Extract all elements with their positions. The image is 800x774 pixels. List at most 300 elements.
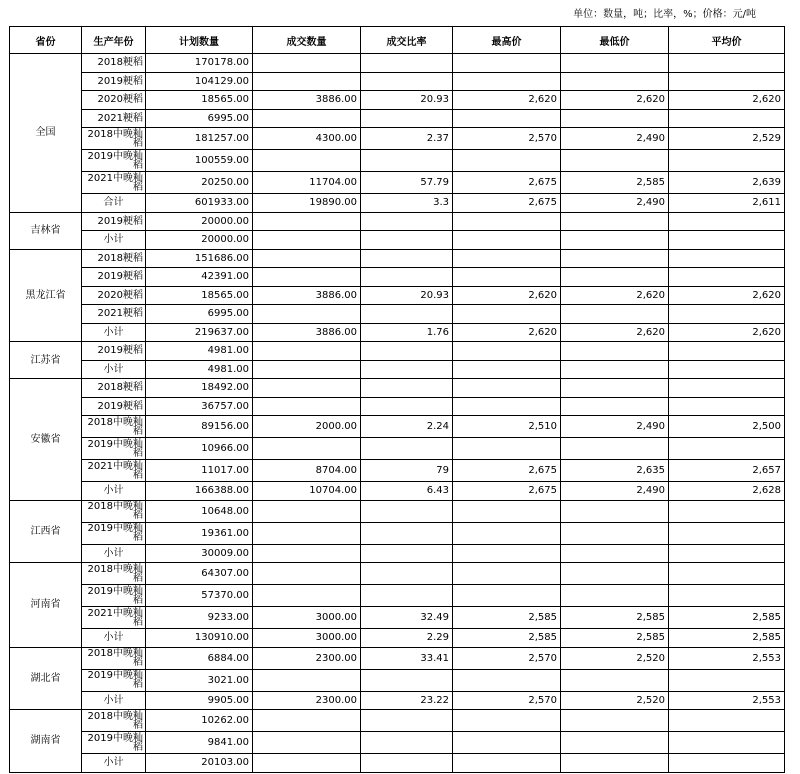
header-row (10, 27, 785, 54)
deal-rate-cell (361, 544, 453, 563)
table-row (10, 249, 785, 268)
year-cell: 2021中晚籼稻 (82, 607, 146, 629)
table-row (10, 286, 785, 305)
deal-qty-cell (253, 54, 361, 73)
deal-qty-cell: 2300.00 (253, 691, 361, 710)
year-cell: 2019中晚籼稻 (82, 438, 146, 460)
max-price-cell: 2,510 (453, 416, 561, 438)
deal-rate-cell: 33.41 (361, 647, 453, 669)
deal-qty-cell: 3886.00 (253, 286, 361, 305)
min-price-cell (561, 54, 669, 73)
min-price-cell: 2,520 (561, 691, 669, 710)
deal-qty-cell (253, 72, 361, 91)
deal-qty-cell (253, 438, 361, 460)
avg-price-cell (669, 397, 785, 416)
avg-price-cell (669, 544, 785, 563)
plan-qty-cell: 151686.00 (146, 249, 253, 268)
table-row (10, 231, 785, 250)
min-price-cell: 2,620 (561, 323, 669, 342)
max-price-cell (453, 544, 561, 563)
max-price-cell (453, 585, 561, 607)
deal-qty-cell: 3886.00 (253, 323, 361, 342)
plan-qty-cell: 181257.00 (146, 128, 253, 150)
plan-qty-cell: 19361.00 (146, 522, 253, 544)
max-price-cell: 2,570 (453, 647, 561, 669)
deal-rate-cell (361, 109, 453, 128)
min-price-cell (561, 500, 669, 522)
table-row (10, 500, 785, 522)
plan-qty-cell: 9905.00 (146, 691, 253, 710)
min-price-cell (561, 669, 669, 691)
year-cell: 2019中晚籼稻 (82, 150, 146, 172)
plan-qty-cell: 18565.00 (146, 91, 253, 110)
min-price-cell (561, 72, 669, 91)
max-price-cell (453, 249, 561, 268)
min-price-cell (561, 212, 669, 231)
table-row (10, 305, 785, 324)
max-price-cell (453, 150, 561, 172)
table-row (10, 563, 785, 585)
table-row (10, 629, 785, 648)
max-price-cell (453, 500, 561, 522)
deal-rate-cell: 2.29 (361, 629, 453, 648)
deal-rate-cell (361, 563, 453, 585)
min-price-cell (561, 379, 669, 398)
max-price-cell (453, 732, 561, 754)
deal-qty-cell (253, 109, 361, 128)
deal-qty-cell (253, 522, 361, 544)
deal-rate-cell: 2.37 (361, 128, 453, 150)
avg-price-cell: 2,553 (669, 647, 785, 669)
avg-price-cell: 2,620 (669, 91, 785, 110)
deal-rate-cell (361, 360, 453, 379)
deal-rate-cell: 1.76 (361, 323, 453, 342)
avg-price-cell: 2,529 (669, 128, 785, 150)
plan-qty-cell: 104129.00 (146, 72, 253, 91)
year-cell: 2020粳稻 (82, 286, 146, 305)
min-price-cell: 2,490 (561, 194, 669, 213)
header-province: 省份 (10, 27, 82, 54)
deal-qty-cell: 10704.00 (253, 482, 361, 501)
deal-rate-cell (361, 342, 453, 361)
avg-price-cell (669, 754, 785, 773)
avg-price-cell (669, 249, 785, 268)
table-row (10, 194, 785, 213)
deal-qty-cell (253, 710, 361, 732)
plan-qty-cell: 166388.00 (146, 482, 253, 501)
plan-qty-cell: 18492.00 (146, 379, 253, 398)
plan-qty-cell: 4981.00 (146, 342, 253, 361)
deal-rate-cell (361, 438, 453, 460)
header-deal-rate: 成交比率 (361, 27, 453, 54)
auction-results-table (9, 26, 785, 773)
province-cell: 江苏省 (10, 342, 82, 379)
province-cell: 吉林省 (10, 212, 82, 249)
plan-qty-cell: 10966.00 (146, 438, 253, 460)
deal-rate-cell (361, 54, 453, 73)
max-price-cell (453, 72, 561, 91)
table-row (10, 150, 785, 172)
avg-price-cell: 2,628 (669, 482, 785, 501)
min-price-cell (561, 231, 669, 250)
min-price-cell (561, 342, 669, 361)
max-price-cell (453, 212, 561, 231)
min-price-cell: 2,520 (561, 647, 669, 669)
province-cell: 湖北省 (10, 647, 82, 710)
header-max-price: 最高价 (453, 27, 561, 54)
max-price-cell (453, 397, 561, 416)
subtotal-label-cell: 小计 (82, 323, 146, 342)
max-price-cell: 2,585 (453, 629, 561, 648)
table-row (10, 544, 785, 563)
table-row (10, 438, 785, 460)
max-price-cell: 2,620 (453, 286, 561, 305)
deal-rate-cell (361, 710, 453, 732)
avg-price-cell: 2,585 (669, 607, 785, 629)
max-price-cell (453, 54, 561, 73)
avg-price-cell: 2,611 (669, 194, 785, 213)
deal-qty-cell (253, 754, 361, 773)
deal-qty-cell (253, 249, 361, 268)
deal-qty-cell: 3000.00 (253, 607, 361, 629)
min-price-cell (561, 305, 669, 324)
plan-qty-cell: 601933.00 (146, 194, 253, 213)
deal-qty-cell (253, 212, 361, 231)
deal-rate-cell (361, 305, 453, 324)
year-cell: 2019粳稻 (82, 72, 146, 91)
year-cell: 2019粳稻 (82, 212, 146, 231)
subtotal-label-cell: 合计 (82, 194, 146, 213)
deal-qty-cell: 2000.00 (253, 416, 361, 438)
min-price-cell (561, 268, 669, 287)
min-price-cell (561, 360, 669, 379)
table-row (10, 323, 785, 342)
min-price-cell: 2,490 (561, 128, 669, 150)
table-row (10, 109, 785, 128)
avg-price-cell (669, 563, 785, 585)
max-price-cell: 2,675 (453, 482, 561, 501)
deal-qty-cell (253, 379, 361, 398)
min-price-cell (561, 754, 669, 773)
min-price-cell (561, 438, 669, 460)
avg-price-cell (669, 500, 785, 522)
deal-qty-cell (253, 268, 361, 287)
max-price-cell: 2,675 (453, 460, 561, 482)
avg-price-cell (669, 710, 785, 732)
table-row (10, 342, 785, 361)
province-cell: 安徽省 (10, 379, 82, 501)
plan-qty-cell: 6995.00 (146, 305, 253, 324)
table-row (10, 268, 785, 287)
max-price-cell (453, 522, 561, 544)
deal-qty-cell (253, 360, 361, 379)
min-price-cell (561, 397, 669, 416)
max-price-cell: 2,675 (453, 172, 561, 194)
deal-rate-cell (361, 249, 453, 268)
year-cell: 2018中晚籼稻 (82, 500, 146, 522)
max-price-cell (453, 360, 561, 379)
deal-qty-cell (253, 563, 361, 585)
deal-qty-cell (253, 397, 361, 416)
year-cell: 2018粳稻 (82, 379, 146, 398)
min-price-cell (561, 585, 669, 607)
subtotal-label-cell: 小计 (82, 482, 146, 501)
max-price-cell (453, 305, 561, 324)
table-row (10, 128, 785, 150)
table-row (10, 522, 785, 544)
deal-rate-cell: 32.49 (361, 607, 453, 629)
deal-rate-cell (361, 268, 453, 287)
table-row (10, 607, 785, 629)
deal-qty-cell (253, 732, 361, 754)
plan-qty-cell: 6995.00 (146, 109, 253, 128)
avg-price-cell (669, 585, 785, 607)
table-row (10, 212, 785, 231)
deal-qty-cell: 2300.00 (253, 647, 361, 669)
table-row (10, 172, 785, 194)
table-row (10, 710, 785, 732)
deal-rate-cell: 6.43 (361, 482, 453, 501)
table-row (10, 416, 785, 438)
max-price-cell (453, 669, 561, 691)
max-price-cell (453, 710, 561, 732)
min-price-cell: 2,620 (561, 286, 669, 305)
min-price-cell: 2,585 (561, 172, 669, 194)
table-row (10, 754, 785, 773)
table-row (10, 54, 785, 73)
table-row (10, 72, 785, 91)
table-row (10, 669, 785, 691)
deal-qty-cell: 3000.00 (253, 629, 361, 648)
avg-price-cell: 2,585 (669, 629, 785, 648)
year-cell: 2019中晚籼稻 (82, 522, 146, 544)
year-cell: 2020粳稻 (82, 91, 146, 110)
deal-rate-cell: 3.3 (361, 194, 453, 213)
year-cell: 2021中晚籼稻 (82, 460, 146, 482)
table-row (10, 585, 785, 607)
plan-qty-cell: 20000.00 (146, 231, 253, 250)
max-price-cell: 2,570 (453, 128, 561, 150)
subtotal-label-cell: 小计 (82, 544, 146, 563)
min-price-cell: 2,585 (561, 629, 669, 648)
avg-price-cell: 2,639 (669, 172, 785, 194)
deal-qty-cell: 19890.00 (253, 194, 361, 213)
plan-qty-cell: 20000.00 (146, 212, 253, 231)
year-cell: 2018中晚籼稻 (82, 416, 146, 438)
avg-price-cell (669, 379, 785, 398)
year-cell: 2018粳稻 (82, 249, 146, 268)
header-deal-qty: 成交数量 (253, 27, 361, 54)
avg-price-cell: 2,553 (669, 691, 785, 710)
header-avg-price: 平均价 (669, 27, 785, 54)
plan-qty-cell: 219637.00 (146, 323, 253, 342)
min-price-cell (561, 710, 669, 732)
min-price-cell (561, 732, 669, 754)
deal-rate-cell (361, 522, 453, 544)
province-cell: 江西省 (10, 500, 82, 563)
plan-qty-cell: 11017.00 (146, 460, 253, 482)
deal-rate-cell (361, 500, 453, 522)
max-price-cell (453, 379, 561, 398)
header-min-price: 最低价 (561, 27, 669, 54)
year-cell: 2021粳稻 (82, 305, 146, 324)
max-price-cell (453, 342, 561, 361)
avg-price-cell (669, 268, 785, 287)
year-cell: 2018中晚籼稻 (82, 710, 146, 732)
max-price-cell (453, 438, 561, 460)
avg-price-cell: 2,500 (669, 416, 785, 438)
deal-rate-cell (361, 231, 453, 250)
min-price-cell: 2,490 (561, 416, 669, 438)
min-price-cell: 2,620 (561, 91, 669, 110)
deal-qty-cell (253, 150, 361, 172)
header-plan-qty: 计划数量 (146, 27, 253, 54)
min-price-cell (561, 522, 669, 544)
province-cell: 黑龙江省 (10, 249, 82, 342)
plan-qty-cell: 89156.00 (146, 416, 253, 438)
year-cell: 2019粳稻 (82, 397, 146, 416)
year-cell: 2018粳稻 (82, 54, 146, 73)
plan-qty-cell: 64307.00 (146, 563, 253, 585)
plan-qty-cell: 170178.00 (146, 54, 253, 73)
year-cell: 2019中晚籼稻 (82, 669, 146, 691)
table-row (10, 91, 785, 110)
plan-qty-cell: 42391.00 (146, 268, 253, 287)
year-cell: 2018中晚籼稻 (82, 647, 146, 669)
deal-rate-cell (361, 669, 453, 691)
avg-price-cell (669, 522, 785, 544)
unit-note: 单位：数量，吨；比率，%；价格：元/吨 (573, 9, 756, 20)
subtotal-label-cell: 小计 (82, 231, 146, 250)
year-cell: 2018中晚籼稻 (82, 563, 146, 585)
plan-qty-cell: 36757.00 (146, 397, 253, 416)
max-price-cell (453, 109, 561, 128)
year-cell: 2021粳稻 (82, 109, 146, 128)
plan-qty-cell: 9841.00 (146, 732, 253, 754)
deal-rate-cell (361, 397, 453, 416)
deal-rate-cell (361, 150, 453, 172)
deal-rate-cell (361, 754, 453, 773)
province-cell: 全国 (10, 54, 82, 213)
plan-qty-cell: 4981.00 (146, 360, 253, 379)
max-price-cell (453, 754, 561, 773)
deal-rate-cell: 23.22 (361, 691, 453, 710)
subtotal-label-cell: 小计 (82, 360, 146, 379)
min-price-cell: 2,490 (561, 482, 669, 501)
plan-qty-cell: 100559.00 (146, 150, 253, 172)
table-row (10, 482, 785, 501)
plan-qty-cell: 3021.00 (146, 669, 253, 691)
table-body (10, 54, 785, 773)
subtotal-label-cell: 小计 (82, 754, 146, 773)
avg-price-cell: 2,620 (669, 323, 785, 342)
header-year: 生产年份 (82, 27, 146, 54)
table-row (10, 691, 785, 710)
max-price-cell: 2,675 (453, 194, 561, 213)
plan-qty-cell: 9233.00 (146, 607, 253, 629)
avg-price-cell (669, 150, 785, 172)
deal-qty-cell: 3886.00 (253, 91, 361, 110)
year-cell: 2019粳稻 (82, 342, 146, 361)
deal-rate-cell: 79 (361, 460, 453, 482)
year-cell: 2021中晚籼稻 (82, 172, 146, 194)
deal-rate-cell (361, 732, 453, 754)
avg-price-cell (669, 212, 785, 231)
province-cell: 湖南省 (10, 710, 82, 773)
avg-price-cell (669, 72, 785, 91)
plan-qty-cell: 6884.00 (146, 647, 253, 669)
deal-rate-cell (361, 379, 453, 398)
max-price-cell: 2,620 (453, 323, 561, 342)
min-price-cell (561, 249, 669, 268)
plan-qty-cell: 30009.00 (146, 544, 253, 563)
province-cell: 河南省 (10, 563, 82, 648)
avg-price-cell (669, 305, 785, 324)
plan-qty-cell: 130910.00 (146, 629, 253, 648)
min-price-cell (561, 563, 669, 585)
min-price-cell (561, 150, 669, 172)
deal-qty-cell (253, 231, 361, 250)
deal-rate-cell: 57.79 (361, 172, 453, 194)
avg-price-cell (669, 109, 785, 128)
min-price-cell (561, 109, 669, 128)
avg-price-cell: 2,657 (669, 460, 785, 482)
max-price-cell: 2,585 (453, 607, 561, 629)
max-price-cell: 2,570 (453, 691, 561, 710)
plan-qty-cell: 20103.00 (146, 754, 253, 773)
deal-qty-cell (253, 585, 361, 607)
deal-qty-cell (253, 544, 361, 563)
table-row (10, 379, 785, 398)
deal-rate-cell (361, 585, 453, 607)
deal-rate-cell: 20.93 (361, 91, 453, 110)
avg-price-cell (669, 231, 785, 250)
avg-price-cell (669, 54, 785, 73)
table-row (10, 732, 785, 754)
year-cell: 2019粳稻 (82, 268, 146, 287)
table-row (10, 647, 785, 669)
deal-rate-cell: 20.93 (361, 286, 453, 305)
subtotal-label-cell: 小计 (82, 629, 146, 648)
deal-rate-cell: 2.24 (361, 416, 453, 438)
deal-qty-cell: 8704.00 (253, 460, 361, 482)
deal-qty-cell: 4300.00 (253, 128, 361, 150)
deal-qty-cell (253, 305, 361, 324)
avg-price-cell (669, 732, 785, 754)
deal-qty-cell (253, 500, 361, 522)
deal-rate-cell (361, 72, 453, 91)
plan-qty-cell: 20250.00 (146, 172, 253, 194)
max-price-cell (453, 563, 561, 585)
plan-qty-cell: 57370.00 (146, 585, 253, 607)
plan-qty-cell: 18565.00 (146, 286, 253, 305)
avg-price-cell (669, 342, 785, 361)
table-row (10, 397, 785, 416)
min-price-cell: 2,635 (561, 460, 669, 482)
year-cell: 2018中晚籼稻 (82, 128, 146, 150)
min-price-cell: 2,585 (561, 607, 669, 629)
deal-qty-cell (253, 342, 361, 361)
deal-qty-cell: 11704.00 (253, 172, 361, 194)
max-price-cell (453, 231, 561, 250)
deal-rate-cell (361, 212, 453, 231)
avg-price-cell (669, 438, 785, 460)
year-cell: 2019中晚籼稻 (82, 585, 146, 607)
table-row (10, 360, 785, 379)
deal-qty-cell (253, 669, 361, 691)
plan-qty-cell: 10262.00 (146, 710, 253, 732)
max-price-cell (453, 268, 561, 287)
